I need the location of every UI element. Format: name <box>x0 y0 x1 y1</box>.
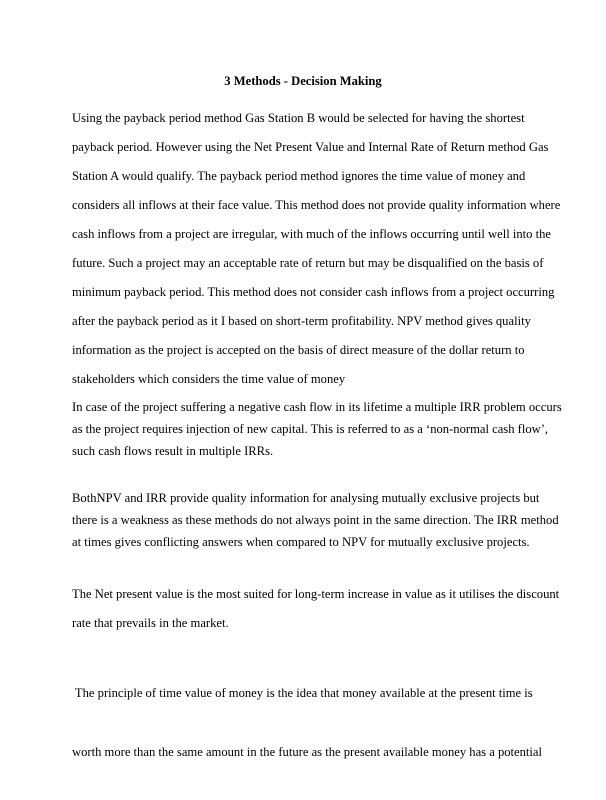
text-line: payback period. However using the Net Present Value and Internal Rate of Return method Gas <box>72 140 549 154</box>
text-line: Using the payback period method Gas Station B would be selected for having the shortest <box>72 111 525 125</box>
paragraph-payback-comparison <box>72 104 561 394</box>
text-line: as the project requires injection of new capital. This is referred to as a ‘non-normal cash flow’, <box>72 422 549 436</box>
text-line: The Net present value is the most suited for long-term increase in value as it utilises the discount <box>72 587 560 601</box>
text-line: at times gives conflicting answers when compared to NPV for mutually exclusive projects. <box>72 535 530 549</box>
text-line: rate that prevails in the market. <box>72 616 229 630</box>
text-line: cash inflows from a project are irregular, with much of the inflows occurring until well into the <box>72 227 551 241</box>
text-line: future. Such a project may an acceptable rate of return but may be disqualified on the basis of <box>72 256 544 270</box>
text-line: information as the project is accepted on the basis of direct measure of the dollar return to <box>72 343 525 357</box>
paragraph-multiple-irr <box>72 396 562 462</box>
paragraph-npv-irr-weakness <box>72 487 559 553</box>
text-line: BothNPV and IRR provide quality information for analysing mutually exclusive projects but <box>72 491 540 505</box>
text-line: worth more than the same amount in the future as the present available money has a potential <box>72 745 543 759</box>
text-line: Station A would qualify. The payback period method ignores the time value of money and <box>72 169 526 183</box>
text-line: considers all inflows at their face value. This method does not provide quality information where <box>72 198 561 212</box>
text-line: The principle of time value of money is the idea that money available at the present time is <box>72 686 533 700</box>
text-line: stakeholders which considers the time value of money <box>72 372 346 386</box>
text-line: such cash flows result in multiple IRRs. <box>72 444 274 458</box>
paragraph-npv-long-term <box>72 580 560 638</box>
text-line: after the payback period as it I based on short-term profitability. NPV method gives quality <box>72 314 531 328</box>
text-line: In case of the project suffering a negative cash flow in its lifetime a multiple IRR problem occurs <box>72 400 562 414</box>
text-line: there is a weakness as these methods do not always point in the same direction. The IRR method <box>72 513 559 527</box>
document-title: 3 Methods - Decision Making <box>224 74 382 88</box>
text-line: minimum payback period. This method does not consider cash inflows from a project occurring <box>72 285 555 299</box>
paragraph-time-value-of-money <box>72 649 543 797</box>
